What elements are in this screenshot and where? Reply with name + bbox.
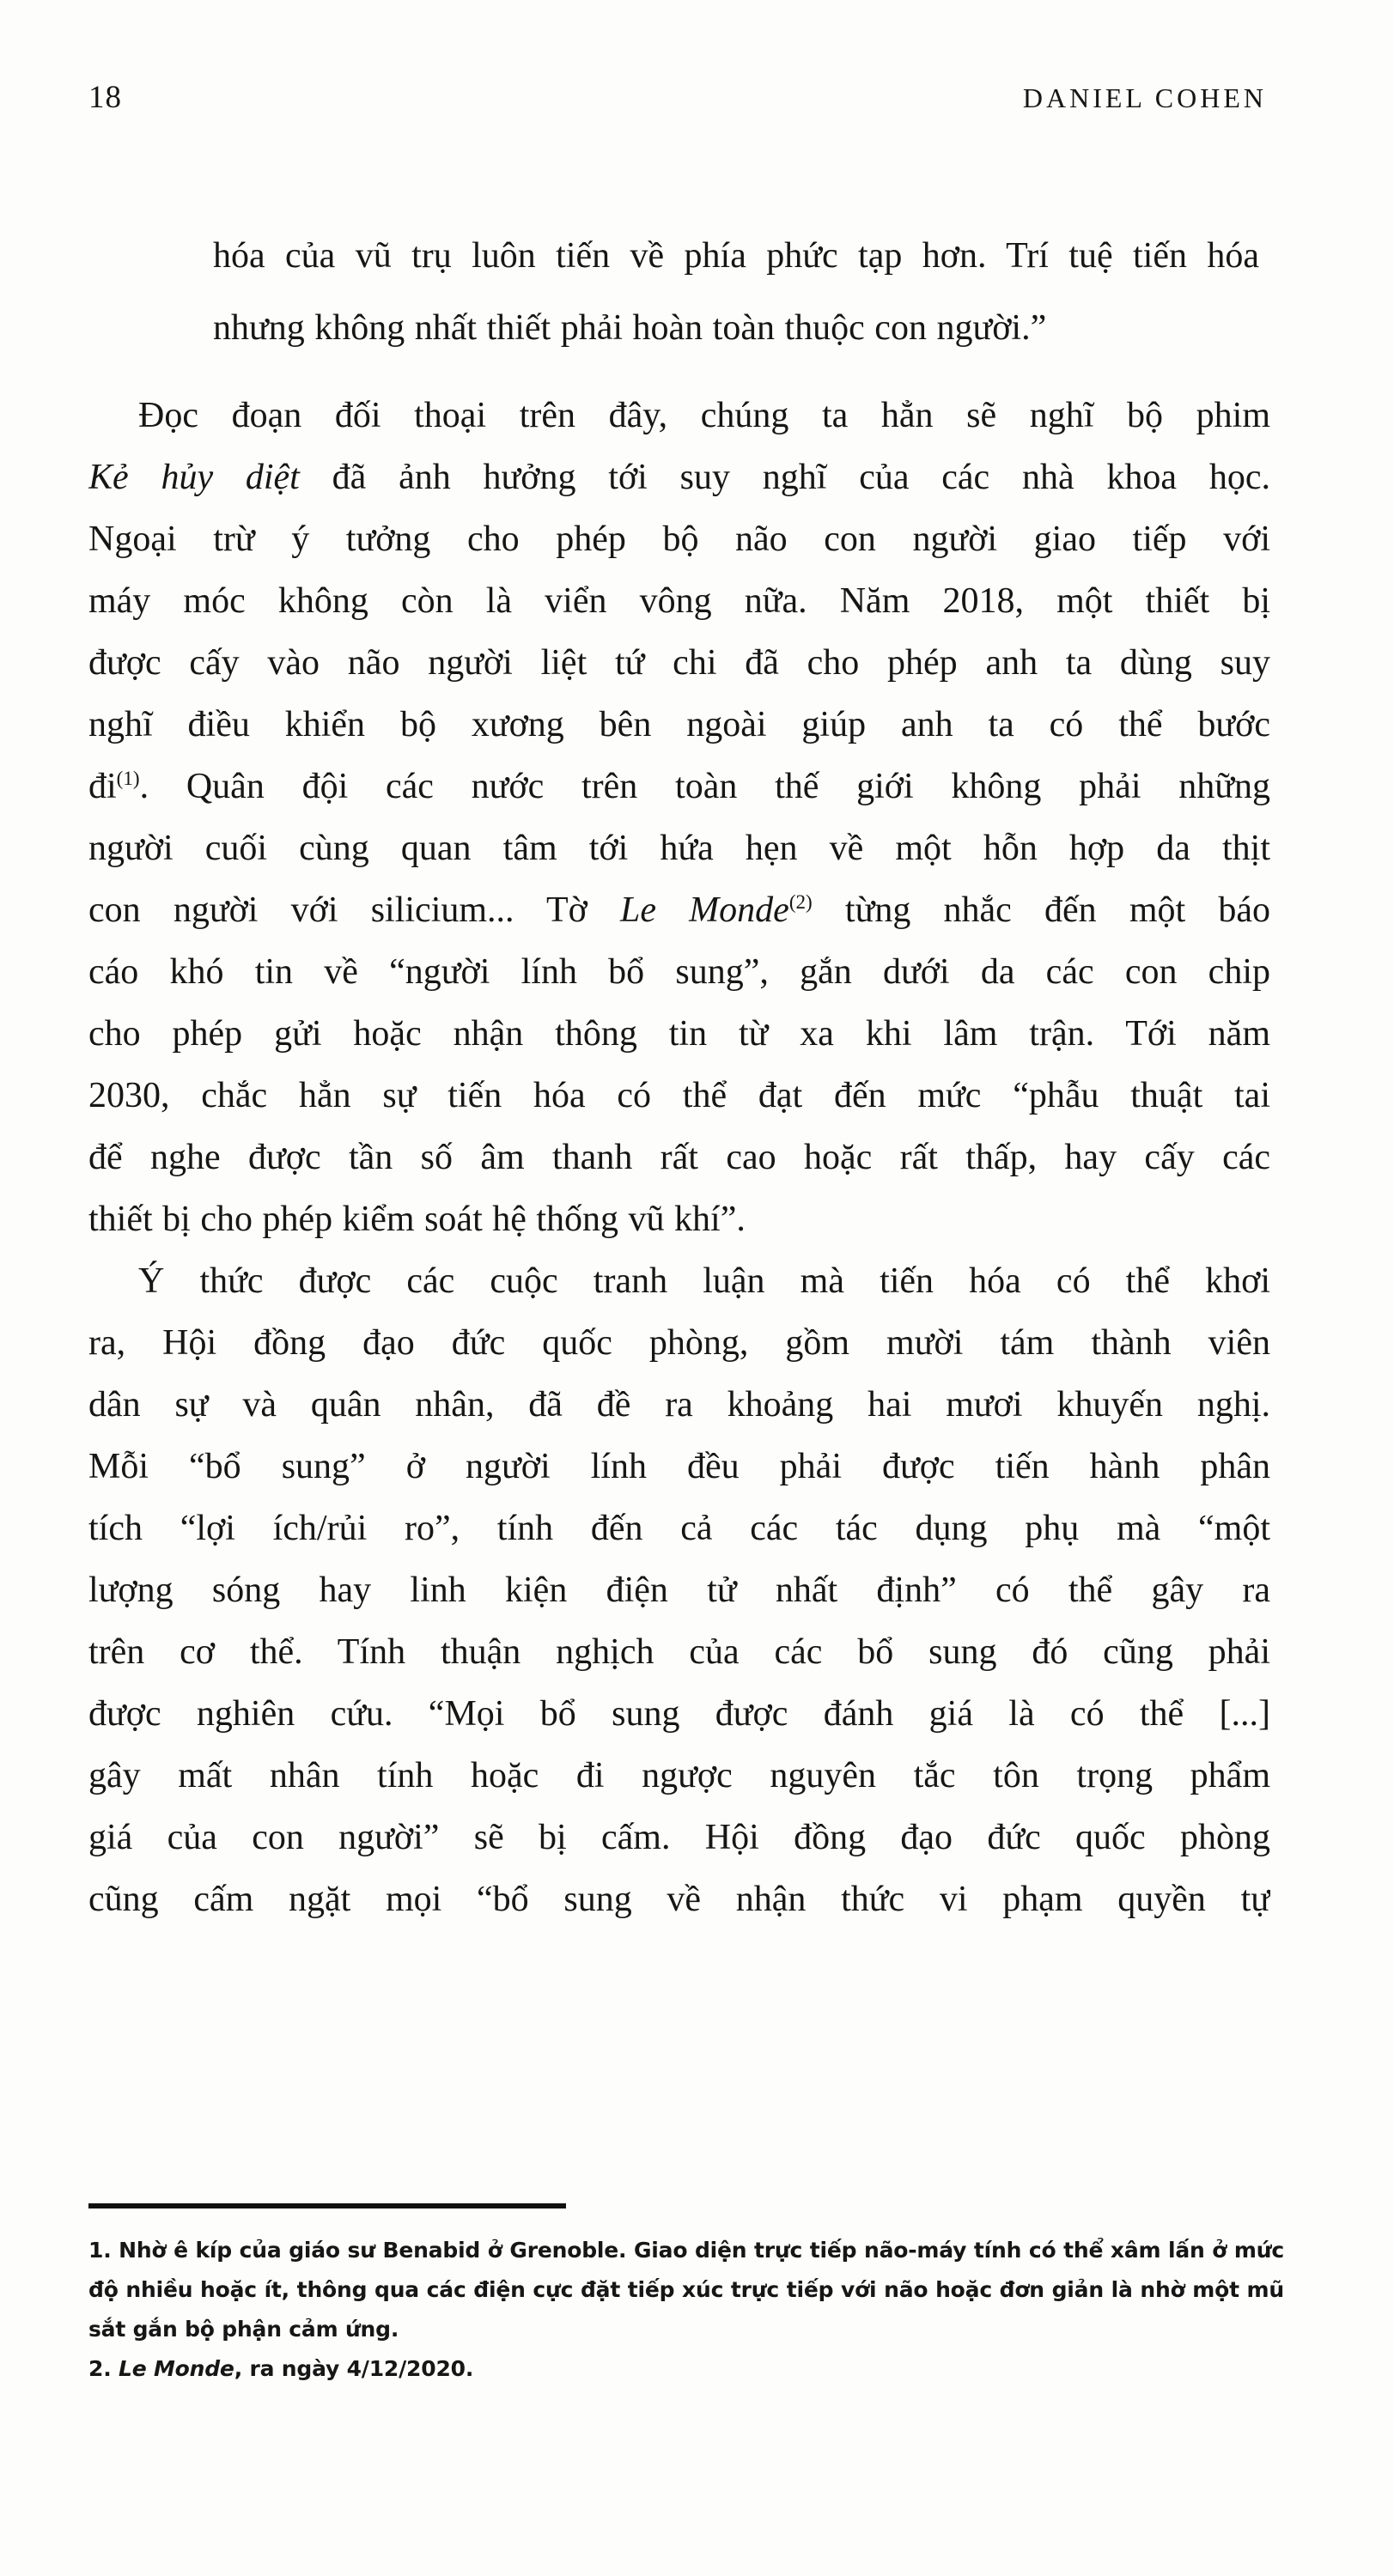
text-line [88,632,1270,694]
text-run: (2) [788,890,813,913]
text-line [88,1250,1270,1312]
text-run: (1) [116,767,140,789]
text-line [88,1745,1270,1807]
footnote-2 [88,2349,1284,2389]
text-run: trên cơ thể. Tính thuận nghịch của các bổ sung đó cũng phải [88,1632,1270,1672]
text-run: đi [88,767,117,806]
text-line [88,1003,1270,1065]
text-line [88,817,1270,879]
text-line [88,1312,1270,1374]
text-run: cũng cấm ngặt mọi “bổ sung về nhận thức vi phạm quyền tự [88,1880,1270,1919]
quote-block [213,220,1259,364]
text-run: từng nhắc đến một báo [812,890,1270,930]
text-line [88,941,1270,1003]
running-head-author: DANIEL COHEN [1022,82,1267,113]
text-run: con người với silicium... Tờ [88,890,620,930]
text-line [88,879,1270,941]
text-run: Le Monde [620,890,789,930]
page-header [88,79,1267,116]
text-run: Le Monde [119,2356,234,2381]
text-run: 1. Nhờ ê kíp của giáo sư Benabid ở Grenoble. Giao diện trực tiếp não-máy tính có thể xâm lấn ở mức độ nhiều hoặc ít, thông qua các điện cực đặt tiếp xúc trực tiếp với não hoặc đơn giản là nhờ một mũ sắt gắn bộ phận cảm ứng. [88,2238,1284,2342]
text-line [88,1683,1270,1745]
text-line [88,1621,1270,1683]
text-run: người cuối cùng quan tâm tới hứa hẹn về một hỗn hợp da thịt [88,829,1270,868]
text-line [88,1868,1270,1930]
text-line [88,1559,1270,1621]
text-run: 2. [88,2356,119,2381]
text-run: Ý thức được các cuộc tranh luận mà tiến hóa có thể khơi [138,1261,1270,1301]
text-line [88,385,1270,447]
text-run: nghĩ điều khiển bộ xương bên ngoài giúp anh ta có thể bước [88,705,1270,744]
text-line [88,1807,1270,1868]
footnote-1 [88,2231,1284,2349]
text-line [88,508,1270,570]
footnotes [88,2231,1284,2389]
text-run: giá của con người” sẽ bị cấm. Hội đồng đạo đức quốc phòng [88,1818,1270,1857]
text-line [213,292,1259,364]
text-run: cho phép gửi hoặc nhận thông tin từ xa khi lâm trận. Tới năm [88,1014,1270,1054]
text-line [88,447,1270,508]
text-run: , ra ngày 4/12/2020. [234,2356,474,2381]
text-run: 2030, chắc hẳn sự tiến hóa có thể đạt đến mức “phẫu thuật tai [88,1076,1270,1115]
text-run: dân sự và quân nhân, đã đề ra khoảng hai mươi khuyến nghị. [88,1385,1270,1425]
text-run: được nghiên cứu. “Mọi bổ sung được đánh giá là có thể [...] [88,1694,1270,1734]
text-line [88,1498,1270,1559]
text-run: ra, Hội đồng đạo đức quốc phòng, gồm mười tám thành viên [88,1323,1270,1363]
text-run: Ngoại trừ ý tưởng cho phép bộ não con người giao tiếp với [88,519,1270,559]
text-line [88,1065,1270,1127]
text-line [88,1127,1270,1188]
body-text [88,385,1270,1930]
text-run: để nghe được tần số âm thanh rất cao hoặc rất thấp, hay cấy các [88,1138,1270,1177]
paragraph-1 [88,385,1270,1250]
text-line [88,756,1270,817]
text-line [88,694,1270,756]
text-line [88,1374,1270,1436]
text-run: nhưng không nhất thiết phải hoàn toàn thuộc con người.” [213,308,1047,348]
text-run: máy móc không còn là viển vông nữa. Năm 2018, một thiết bị [88,581,1270,621]
text-run: đã ảnh hưởng tới suy nghĩ của các nhà khoa học. [299,458,1270,497]
text-run: Đọc đoạn đối thoại trên đây, chúng ta hẳn sẽ nghĩ bộ phim [138,396,1270,435]
paragraph-2 [88,1250,1270,1930]
text-line [213,220,1259,292]
text-line [88,570,1270,632]
page-number: 18 [88,80,122,115]
text-run: cáo khó tin về “người lính bổ sung”, gắn dưới da các con chip [88,952,1270,992]
text-line [88,1188,1270,1250]
text-run: được cấy vào não người liệt tứ chi đã cho phép anh ta dùng suy [88,643,1270,683]
text-run: Mỗi “bổ sung” ở người lính đều phải được tiến hành phân [88,1447,1270,1486]
footnote-separator [88,2203,566,2208]
text-run: thiết bị cho phép kiểm soát hệ thống vũ khí”. [88,1200,746,1239]
text-run: . Quân đội các nước trên toàn thế giới không phải những [139,767,1270,806]
text-line [88,1436,1270,1498]
text-run: hóa của vũ trụ luôn tiến về phía phức tạp hơn. Trí tuệ tiến hóa [213,236,1259,276]
text-run: gây mất nhân tính hoặc đi ngược nguyên tắc tôn trọng phẩm [88,1756,1270,1795]
text-run: tích “lợi ích/rủi ro”, tính đến cả các tác dụng phụ mà “một [88,1509,1270,1548]
text-run: lượng sóng hay linh kiện điện tử nhất định” có thể gây ra [88,1571,1270,1610]
text-run: Kẻ hủy diệt [88,458,300,497]
